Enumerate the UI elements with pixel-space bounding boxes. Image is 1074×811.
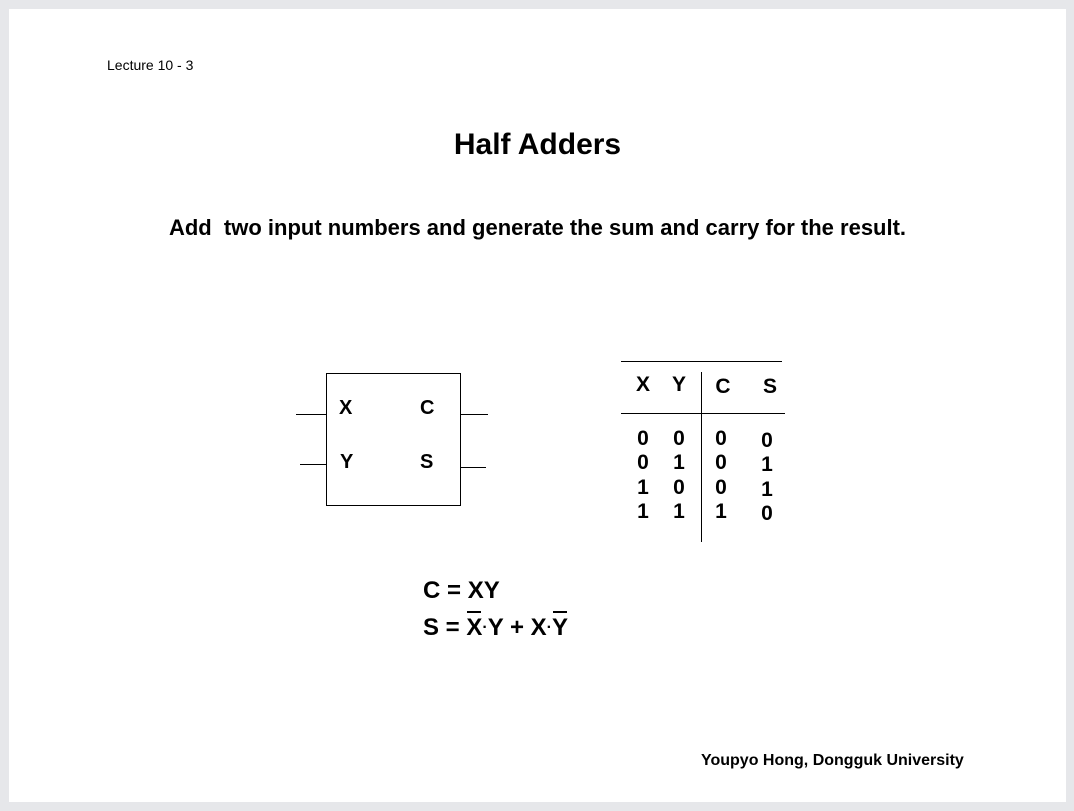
sum-term2-x: X — [530, 614, 547, 641]
output-wire-s — [460, 467, 486, 468]
slide-subtitle: Add two input numbers and generate the sum and carry for the result. — [168, 215, 907, 240]
output-label-s: S — [420, 451, 434, 473]
input-label-y: Y — [340, 451, 354, 473]
sum-term2-y-complement: Y — [551, 614, 568, 641]
sum-term1-dot: · — [482, 619, 488, 636]
table-header-rule — [621, 413, 785, 414]
sum-plus: + — [503, 614, 531, 641]
table-column-s-values: 0 1 1 0 — [761, 429, 773, 525]
carry-equation-lhs: C = — [423, 577, 468, 604]
slide-title: Half Adders — [453, 128, 622, 161]
table-column-x-values: 0 0 1 1 — [637, 427, 649, 523]
carry-equation-rhs: XY — [467, 577, 500, 604]
table-column-y-values: 0 1 0 1 — [673, 427, 685, 523]
input-wire-y — [300, 464, 327, 465]
table-header-c: C — [715, 375, 731, 398]
carry-equation — [423, 577, 500, 605]
half-adder-block — [326, 373, 461, 506]
input-wire-x — [296, 414, 327, 415]
sum-equation-lhs: S = — [423, 614, 467, 641]
table-column-divider — [701, 372, 702, 542]
table-header-s: S — [762, 375, 777, 398]
sum-term1-x-complement: X — [466, 614, 483, 641]
footer-credit: Youpyo Hong, Dongguk University — [701, 752, 964, 769]
output-wire-c — [460, 414, 488, 415]
table-header-x: X — [635, 373, 650, 396]
lecture-label: Lecture 10 - 3 — [107, 57, 194, 73]
slide — [9, 9, 1066, 802]
output-label-c: C — [420, 397, 435, 419]
sum-term1-y: Y — [487, 614, 504, 641]
sum-term2-dot: · — [546, 619, 552, 636]
table-header-y: Y — [671, 373, 686, 396]
input-label-x: X — [339, 397, 353, 419]
table-top-rule — [621, 361, 782, 362]
sum-equation — [423, 614, 568, 642]
table-column-c-values: 0 0 0 1 — [715, 427, 727, 523]
